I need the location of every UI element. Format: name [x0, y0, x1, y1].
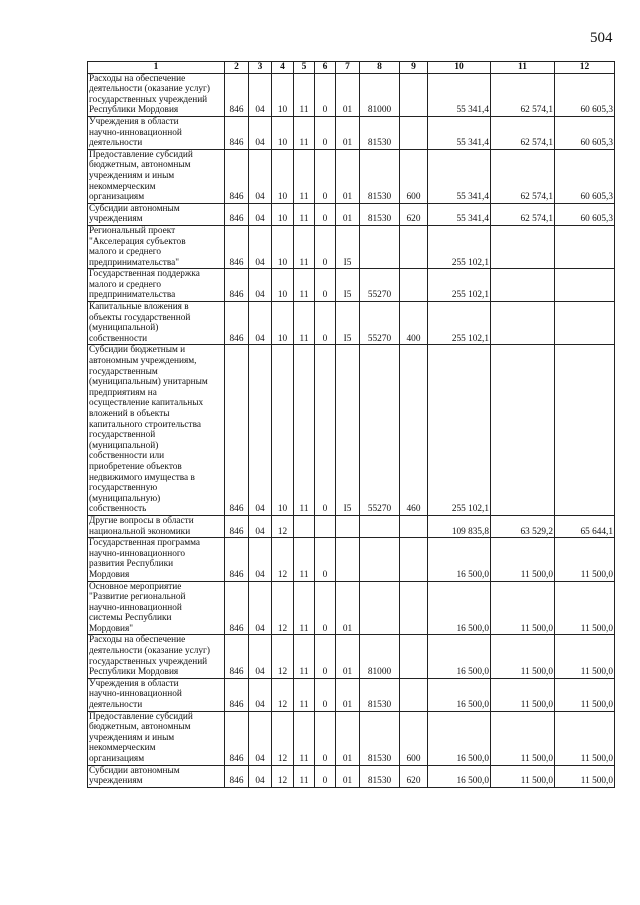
amount-year1-cell: 255 102,1 — [428, 269, 491, 302]
subsection-cell: 12 — [272, 581, 294, 635]
ministry-code-cell: 846 — [225, 515, 249, 537]
table-row — [88, 635, 615, 678]
amount-year3-cell: 11 500,0 — [555, 765, 615, 787]
expense-type-cell: 400 — [400, 302, 428, 345]
direction-cell — [360, 225, 400, 268]
amount-year2-cell: 62 574,1 — [491, 116, 555, 149]
program-cell: 11 — [294, 302, 315, 345]
subsection-cell: 12 — [272, 765, 294, 787]
table-row — [88, 678, 615, 711]
subsection-cell: 10 — [272, 203, 294, 225]
subsection-cell: 12 — [272, 515, 294, 537]
direction-cell — [360, 538, 400, 581]
section-cell: 04 — [249, 711, 272, 765]
section-cell: 04 — [249, 203, 272, 225]
amount-year1-cell: 255 102,1 — [428, 225, 491, 268]
program-cell: 11 — [294, 581, 315, 635]
activity-cell: 01 — [336, 711, 360, 765]
column-header-9: 9 — [400, 62, 428, 74]
table-row — [88, 581, 615, 635]
expense-type-cell: 620 — [400, 203, 428, 225]
amount-year1-cell: 55 341,4 — [428, 203, 491, 225]
subprogram-cell: 0 — [315, 73, 336, 116]
amount-year1-cell: 109 835,8 — [428, 515, 491, 537]
expense-type-cell — [400, 581, 428, 635]
table-row — [88, 538, 615, 581]
amount-year3-cell: 60 605,3 — [555, 73, 615, 116]
program-cell: 11 — [294, 225, 315, 268]
subprogram-cell: 0 — [315, 538, 336, 581]
column-header-1: 1 — [88, 62, 225, 74]
subsection-cell: 12 — [272, 711, 294, 765]
amount-year1-cell: 16 500,0 — [428, 581, 491, 635]
table-row — [88, 203, 615, 225]
section-cell: 04 — [249, 345, 272, 516]
amount-year2-cell: 11 500,0 — [491, 538, 555, 581]
amount-year3-cell — [555, 345, 615, 516]
expense-type-cell: 620 — [400, 765, 428, 787]
row-name-cell: Государственная программа научно-инновационного развития Республики Мордовия — [88, 538, 225, 581]
column-header-6: 6 — [315, 62, 336, 74]
column-header-10: 10 — [428, 62, 491, 74]
activity-cell: I5 — [336, 225, 360, 268]
ministry-code-cell: 846 — [225, 765, 249, 787]
table-row — [88, 73, 615, 116]
activity-cell: 01 — [336, 73, 360, 116]
direction-cell: 81530 — [360, 765, 400, 787]
amount-year1-cell: 255 102,1 — [428, 302, 491, 345]
amount-year1-cell: 55 341,4 — [428, 116, 491, 149]
program-cell: 11 — [294, 116, 315, 149]
row-name-cell: Субсидии автономным учреждениям — [88, 203, 225, 225]
table-row — [88, 302, 615, 345]
activity-cell: 01 — [336, 581, 360, 635]
expense-type-cell — [400, 73, 428, 116]
table-body — [88, 73, 615, 787]
activity-cell: 01 — [336, 765, 360, 787]
direction-cell: 81000 — [360, 635, 400, 678]
direction-cell: 81530 — [360, 203, 400, 225]
amount-year2-cell: 11 500,0 — [491, 581, 555, 635]
amount-year1-cell: 255 102,1 — [428, 345, 491, 516]
subsection-cell: 10 — [272, 225, 294, 268]
amount-year3-cell — [555, 269, 615, 302]
subprogram-cell — [315, 515, 336, 537]
ministry-code-cell: 846 — [225, 711, 249, 765]
expense-type-cell — [400, 678, 428, 711]
table-row — [88, 269, 615, 302]
program-cell: 11 — [294, 269, 315, 302]
expense-type-cell: 460 — [400, 345, 428, 516]
expense-type-cell: 600 — [400, 149, 428, 203]
table-row — [88, 345, 615, 516]
column-header-8: 8 — [360, 62, 400, 74]
amount-year3-cell — [555, 302, 615, 345]
amount-year2-cell: 62 574,1 — [491, 203, 555, 225]
table-row — [88, 765, 615, 787]
amount-year3-cell: 11 500,0 — [555, 678, 615, 711]
subprogram-cell: 0 — [315, 203, 336, 225]
expense-type-cell — [400, 515, 428, 537]
subsection-cell: 10 — [272, 73, 294, 116]
amount-year2-cell — [491, 225, 555, 268]
ministry-code-cell: 846 — [225, 302, 249, 345]
table-header — [88, 62, 615, 74]
column-header-11: 11 — [491, 62, 555, 74]
section-cell: 04 — [249, 73, 272, 116]
amount-year2-cell — [491, 345, 555, 516]
activity-cell: 01 — [336, 116, 360, 149]
section-cell: 04 — [249, 302, 272, 345]
ministry-code-cell: 846 — [225, 225, 249, 268]
row-name-cell: Учреждения в области научно-инновационной деятельности — [88, 116, 225, 149]
row-name-cell: Региональный проект "Акселерация субъектов малого и среднего предпринимательства" — [88, 225, 225, 268]
column-header-12: 12 — [555, 62, 615, 74]
subsection-cell: 12 — [272, 538, 294, 581]
program-cell: 11 — [294, 149, 315, 203]
section-cell: 04 — [249, 538, 272, 581]
column-header-3: 3 — [249, 62, 272, 74]
direction-cell: 81530 — [360, 678, 400, 711]
subsection-cell: 10 — [272, 302, 294, 345]
amount-year1-cell: 55 341,4 — [428, 73, 491, 116]
column-header-5: 5 — [294, 62, 315, 74]
program-cell: 11 — [294, 711, 315, 765]
subsection-cell: 10 — [272, 269, 294, 302]
subprogram-cell: 0 — [315, 635, 336, 678]
column-header-2: 2 — [225, 62, 249, 74]
direction-cell: 81530 — [360, 116, 400, 149]
amount-year2-cell — [491, 269, 555, 302]
subsection-cell: 12 — [272, 635, 294, 678]
section-cell: 04 — [249, 269, 272, 302]
program-cell: 11 — [294, 203, 315, 225]
direction-cell — [360, 581, 400, 635]
amount-year3-cell: 60 605,3 — [555, 203, 615, 225]
section-cell: 04 — [249, 765, 272, 787]
table-row — [88, 515, 615, 537]
column-header-4: 4 — [272, 62, 294, 74]
activity-cell: 01 — [336, 203, 360, 225]
program-cell: 11 — [294, 635, 315, 678]
amount-year3-cell: 60 605,3 — [555, 149, 615, 203]
amount-year2-cell: 11 500,0 — [491, 765, 555, 787]
table-row — [88, 116, 615, 149]
amount-year3-cell — [555, 225, 615, 268]
page-number: 504 — [590, 30, 613, 46]
row-name-cell: Расходы на обеспечение деятельности (оказание услуг) государственных учреждений Республики Мордовия — [88, 635, 225, 678]
subsection-cell: 10 — [272, 345, 294, 516]
activity-cell: I5 — [336, 302, 360, 345]
amount-year2-cell: 63 529,2 — [491, 515, 555, 537]
column-header-7: 7 — [336, 62, 360, 74]
activity-cell — [336, 515, 360, 537]
direction-cell: 81530 — [360, 149, 400, 203]
amount-year2-cell: 11 500,0 — [491, 711, 555, 765]
ministry-code-cell: 846 — [225, 203, 249, 225]
direction-cell: 55270 — [360, 269, 400, 302]
subprogram-cell: 0 — [315, 678, 336, 711]
amount-year1-cell: 16 500,0 — [428, 765, 491, 787]
amount-year3-cell: 11 500,0 — [555, 635, 615, 678]
activity-cell: 01 — [336, 678, 360, 711]
section-cell: 04 — [249, 635, 272, 678]
row-name-cell: Основное мероприятие "Развитие региональной научно-инновационной системы Республики Мордовия" — [88, 581, 225, 635]
amount-year2-cell: 62 574,1 — [491, 149, 555, 203]
subprogram-cell: 0 — [315, 711, 336, 765]
row-name-cell: Предоставление субсидий бюджетным, автономным учреждениям и иным некоммерческим организациям — [88, 149, 225, 203]
amount-year3-cell: 11 500,0 — [555, 581, 615, 635]
ministry-code-cell: 846 — [225, 345, 249, 516]
amount-year2-cell — [491, 302, 555, 345]
ministry-code-cell: 846 — [225, 116, 249, 149]
program-cell: 11 — [294, 765, 315, 787]
ministry-code-cell: 846 — [225, 149, 249, 203]
amount-year1-cell: 16 500,0 — [428, 635, 491, 678]
row-name-cell: Другие вопросы в области национальной экономики — [88, 515, 225, 537]
subsection-cell: 10 — [272, 149, 294, 203]
activity-cell — [336, 538, 360, 581]
section-cell: 04 — [249, 515, 272, 537]
table-row — [88, 711, 615, 765]
amount-year3-cell: 11 500,0 — [555, 711, 615, 765]
activity-cell: I5 — [336, 345, 360, 516]
subprogram-cell: 0 — [315, 225, 336, 268]
row-name-cell: Предоставление субсидий бюджетным, автономным учреждениям и иным некоммерческим организациям — [88, 711, 225, 765]
expense-type-cell — [400, 269, 428, 302]
subprogram-cell: 0 — [315, 581, 336, 635]
ministry-code-cell: 846 — [225, 538, 249, 581]
ministry-code-cell: 846 — [225, 581, 249, 635]
subprogram-cell: 0 — [315, 345, 336, 516]
ministry-code-cell: 846 — [225, 73, 249, 116]
row-name-cell: Расходы на обеспечение деятельности (оказание услуг) государственных учреждений Республики Мордовия — [88, 73, 225, 116]
activity-cell: I5 — [336, 269, 360, 302]
expense-type-cell: 600 — [400, 711, 428, 765]
amount-year2-cell: 62 574,1 — [491, 73, 555, 116]
ministry-code-cell: 846 — [225, 678, 249, 711]
row-name-cell: Субсидии автономным учреждениям — [88, 765, 225, 787]
amount-year1-cell: 55 341,4 — [428, 149, 491, 203]
program-cell — [294, 515, 315, 537]
amount-year3-cell: 65 644,1 — [555, 515, 615, 537]
section-cell: 04 — [249, 225, 272, 268]
activity-cell: 01 — [336, 635, 360, 678]
program-cell: 11 — [294, 345, 315, 516]
subsection-cell: 12 — [272, 678, 294, 711]
subprogram-cell: 0 — [315, 116, 336, 149]
amount-year1-cell: 16 500,0 — [428, 678, 491, 711]
expense-type-cell — [400, 538, 428, 581]
direction-cell: 55270 — [360, 302, 400, 345]
program-cell: 11 — [294, 538, 315, 581]
table-row — [88, 225, 615, 268]
program-cell: 11 — [294, 678, 315, 711]
direction-cell — [360, 515, 400, 537]
ministry-code-cell: 846 — [225, 269, 249, 302]
direction-cell: 55270 — [360, 345, 400, 516]
subprogram-cell: 0 — [315, 269, 336, 302]
expense-type-cell — [400, 635, 428, 678]
expense-type-cell — [400, 225, 428, 268]
section-cell: 04 — [249, 149, 272, 203]
header-row — [88, 62, 615, 74]
subprogram-cell: 0 — [315, 302, 336, 345]
ministry-code-cell: 846 — [225, 635, 249, 678]
section-cell: 04 — [249, 581, 272, 635]
section-cell: 04 — [249, 678, 272, 711]
expense-type-cell — [400, 116, 428, 149]
row-name-cell: Учреждения в области научно-инновационной деятельности — [88, 678, 225, 711]
program-cell: 11 — [294, 73, 315, 116]
row-name-cell: Субсидии бюджетным и автономным учреждениям, государственным (муниципальным) унитарным предприятиям на осуществление капитальных вложений в объекты капитального строительства государственной (муниципальной) собственности или приобретение объектов недвижимого имущества в государственную (муниципальную) собственность — [88, 345, 225, 516]
row-name-cell: Государственная поддержка малого и среднего предпринимательства — [88, 269, 225, 302]
row-name-cell: Капитальные вложения в объекты государственной (муниципальной) собственности — [88, 302, 225, 345]
section-cell: 04 — [249, 116, 272, 149]
amount-year3-cell: 60 605,3 — [555, 116, 615, 149]
table-row — [88, 149, 615, 203]
subprogram-cell: 0 — [315, 149, 336, 203]
direction-cell: 81530 — [360, 711, 400, 765]
budget-table — [87, 61, 615, 788]
amount-year3-cell: 11 500,0 — [555, 538, 615, 581]
subprogram-cell: 0 — [315, 765, 336, 787]
activity-cell: 01 — [336, 149, 360, 203]
amount-year2-cell: 11 500,0 — [491, 678, 555, 711]
subsection-cell: 10 — [272, 116, 294, 149]
amount-year1-cell: 16 500,0 — [428, 538, 491, 581]
direction-cell: 81000 — [360, 73, 400, 116]
amount-year2-cell: 11 500,0 — [491, 635, 555, 678]
amount-year1-cell: 16 500,0 — [428, 711, 491, 765]
